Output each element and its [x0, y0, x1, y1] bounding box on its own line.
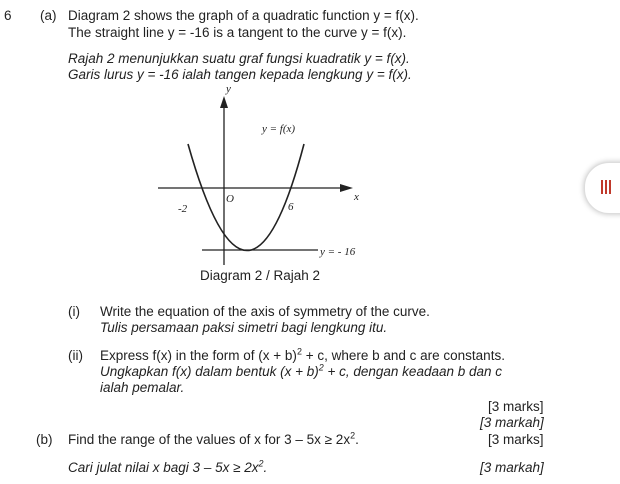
- sub-ii-label: (ii): [68, 348, 83, 363]
- sub-ii-text-en: Express f(x) in the form of $(x + b)^2 + c$, where b and c are constants.: [100, 346, 505, 363]
- sub-i-label: (i): [68, 304, 80, 319]
- x-axis-label: x: [354, 191, 359, 203]
- root-left-label: -2: [178, 203, 188, 215]
- origin-label: O: [226, 193, 234, 205]
- sub-ii-marks-en: [3 marks]: [488, 399, 544, 414]
- part-b-text-ms: Cari julat nilai x bagi $3 - 5x \ge 2x^2$.: [68, 458, 268, 475]
- part-b-text-en: Find the range of the values of x for $3 - 5x \ge 2x^2$.: [68, 430, 359, 447]
- part-a-line2-en: The straight line y = -16 is a tangent to the curve y = f(x).: [68, 25, 407, 40]
- sub-ii-text-ms-2: ialah pemalar.: [100, 380, 185, 395]
- part-a-line2-ms: Garis lurus y = -16 ialah tangen kepada lengkung y = f(x).: [68, 67, 412, 82]
- side-menu-button[interactable]: [584, 162, 620, 214]
- curve-label: y = f(x): [262, 123, 296, 135]
- part-b-marks-ms: [3 markah]: [480, 460, 544, 475]
- part-b-label: (b): [36, 432, 53, 447]
- part-a-line1-en: Diagram 2 shows the graph of a quadratic function y = f(x).: [68, 8, 419, 23]
- part-a-line1-ms: Rajah 2 menunjukkan suatu graf fungsi kuadratik y = f(x).: [68, 51, 410, 66]
- root-right-label: 6: [288, 201, 294, 213]
- quadratic-graph: [150, 82, 370, 267]
- tangent-label: y = - 16: [320, 246, 356, 258]
- x-axis-arrow: [340, 184, 353, 192]
- parabola-curve: [188, 144, 304, 251]
- sub-i-text-en: Write the equation of the axis of symmetry of the curve.: [100, 304, 430, 319]
- sub-ii-text-ms: Ungkapkan f(x) dalam bentuk $(x + b)^2 + c$, dengan keadaan b dan c: [100, 362, 503, 379]
- diagram-caption: Diagram 2 / Rajah 2: [200, 268, 321, 283]
- menu-icon: [601, 180, 611, 194]
- sub-ii-marks-ms: [3 markah]: [480, 415, 544, 430]
- question-number: 6: [4, 8, 12, 23]
- part-b-marks-en: [3 marks]: [488, 432, 544, 447]
- y-axis-label: y: [226, 83, 231, 95]
- part-a-label: (a): [40, 8, 57, 23]
- sub-i-text-ms: Tulis persamaan paksi simetri bagi lengkung itu.: [100, 320, 388, 335]
- y-axis-arrow: [220, 96, 228, 108]
